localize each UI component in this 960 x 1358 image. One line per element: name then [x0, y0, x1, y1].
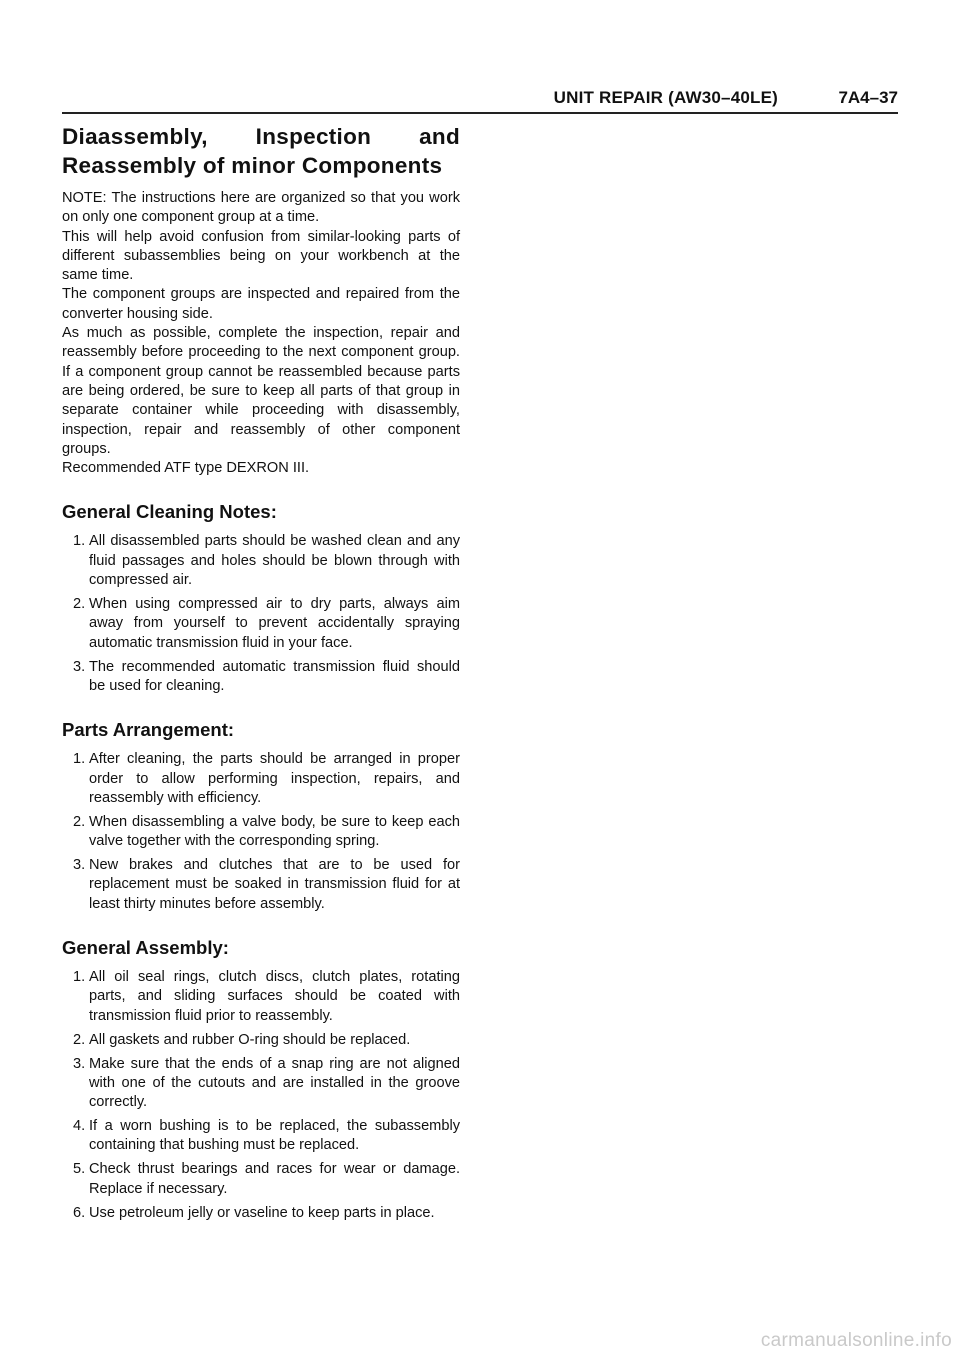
item-number: 5.	[73, 1161, 86, 1178]
section-heading-cleaning: General Cleaning Notes:	[62, 501, 277, 523]
item-number: 2.	[73, 1031, 86, 1048]
item-text: When using compressed air to dry parts, always aim away from yourself to prevent accidentally spraying automatic transmission fluid in your face.	[89, 596, 460, 651]
item-text: When disassembling a valve body, be sure to keep each valve together with the corresponding spring.	[89, 813, 460, 850]
section-title: UNIT REPAIR (AW30–40LE)	[553, 88, 778, 107]
arrangement-list	[62, 750, 460, 914]
intro-paragraph: This will help avoid confusion from similar-looking parts of different subassemblies being on your workbench at the same time.	[62, 228, 460, 284]
main-column	[62, 122, 460, 1228]
list-item	[62, 1055, 460, 1113]
list-item	[62, 750, 460, 808]
item-number: 2.	[73, 596, 86, 613]
list-item	[62, 1204, 460, 1223]
item-number: 1.	[73, 968, 86, 985]
item-text: All gaskets and rubber O-ring should be replaced.	[89, 1031, 411, 1048]
intro-paragraph: Recommended ATF type DEXRON III.	[62, 460, 310, 477]
list-item	[62, 813, 460, 852]
item-number: 3.	[73, 857, 86, 874]
section-heading-assembly: General Assembly:	[62, 936, 229, 958]
item-text: Make sure that the ends of a snap ring are not aligned with one of the cutouts and are installed in the groove correctly.	[89, 1055, 460, 1111]
item-text: All disassembled parts should be washed clean and any fluid passages and holes should be blown through with compressed air.	[89, 533, 460, 589]
intro-paragraph: As much as possible, complete the inspection, repair and reassembly before proceeding to the next component group. If a component group cannot be reassembled because parts are being ordered, be sure to keep all parts of that group in separate container while proceeding with disassembly, inspection, repair and reassembly of other component groups.	[62, 325, 460, 457]
list-item	[62, 1031, 460, 1050]
item-number: 2.	[73, 813, 86, 830]
assembly-list	[62, 968, 460, 1223]
intro-paragraph: NOTE: The instructions here are organized so that you work on only one component group at a time.	[62, 190, 460, 226]
item-text: After cleaning, the parts should be arranged in proper order to allow performing inspection, repairs, and reassembly with efficiency.	[89, 751, 460, 806]
watermark: carmanualsonline.info	[760, 1330, 952, 1351]
page-number: 7A4–37	[838, 88, 898, 107]
intro-notes	[62, 189, 460, 478]
item-number: 1.	[73, 751, 86, 768]
item-number: 6.	[73, 1204, 86, 1221]
intro-paragraph: The component groups are inspected and repaired from the converter housing side.	[62, 286, 460, 322]
item-text: Use petroleum jelly or vaseline to keep parts in place.	[89, 1204, 435, 1221]
list-item	[62, 1160, 460, 1199]
list-item	[62, 856, 460, 914]
list-item	[62, 595, 460, 653]
item-number: 4.	[73, 1118, 86, 1135]
item-text: The recommended automatic transmission fluid should be used for cleaning.	[89, 658, 460, 694]
item-text: New brakes and clutches that are to be used for replacement must be soaked in transmission fluid for at least thirty minutes before assembly.	[89, 857, 460, 912]
item-text: Check thrust bearings and races for wear or damage. Replace if necessary.	[89, 1161, 460, 1197]
item-text: All oil seal rings, clutch discs, clutch plates, rotating parts, and sliding surfaces should be coated with transmission fluid prior to reassembly.	[89, 968, 460, 1024]
cleaning-list	[62, 532, 460, 696]
item-text: If a worn bushing is to be replaced, the subassembly containing that bushing must be replaced.	[89, 1118, 460, 1154]
list-item	[62, 968, 460, 1026]
section-heading-arrangement: Parts Arrangement:	[62, 719, 235, 741]
list-item	[62, 658, 460, 697]
list-item	[62, 532, 460, 590]
item-number: 3.	[73, 658, 86, 675]
page-title: Diaassembly, Inspection and Reassembly of minor Components	[62, 124, 460, 178]
item-number: 3.	[73, 1055, 86, 1072]
list-item	[62, 1117, 460, 1156]
item-number: 1.	[73, 533, 86, 550]
page-header	[62, 88, 898, 114]
